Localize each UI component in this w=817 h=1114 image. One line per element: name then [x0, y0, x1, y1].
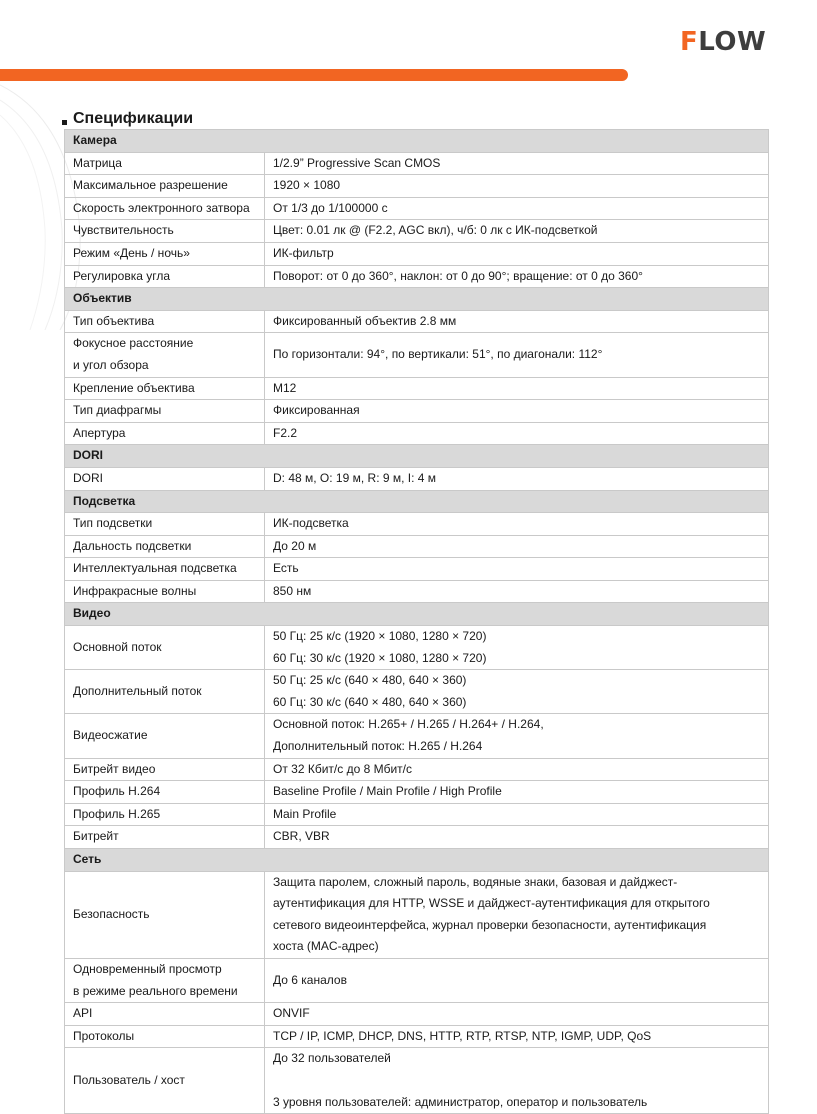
row-label [65, 1003, 265, 1026]
row-label [65, 1025, 265, 1048]
label-line: API [73, 1006, 93, 1021]
row-label [65, 1048, 265, 1114]
section-header [65, 130, 769, 153]
section-header [65, 445, 769, 468]
value-line: ИК-фильтр [273, 245, 334, 260]
label-line: Дальность подсветки [73, 538, 192, 553]
row-label [65, 220, 265, 243]
row-value [265, 558, 769, 581]
table-row [65, 781, 769, 804]
label-line: Видеосжатие [73, 728, 148, 743]
label-line: и угол обзора [73, 357, 149, 372]
value-line: Защита паролем, сложный пароль, водяные знаки, базовая и дайджест- [273, 874, 678, 889]
table-row [65, 670, 769, 714]
table-row [65, 467, 769, 490]
row-label [65, 670, 265, 714]
section-title: Сеть [65, 849, 769, 872]
row-value [265, 580, 769, 603]
value-line: 3 уровня пользователей: администратор, оператор и пользователь [273, 1094, 648, 1109]
row-value [265, 803, 769, 826]
label-line: Протоколы [73, 1028, 135, 1043]
row-value [265, 1003, 769, 1026]
value-line: От 1/3 до 1/100000 с [273, 200, 388, 215]
section-header [65, 490, 769, 513]
label-line: Одновременный просмотр [73, 961, 222, 976]
value-line: ONVIF [273, 1006, 310, 1021]
brand-logo [680, 29, 766, 55]
value-line: хоста (MAC-адрес) [273, 939, 379, 954]
table-row [65, 1048, 769, 1114]
row-label [65, 558, 265, 581]
table-row [65, 826, 769, 849]
row-label [65, 152, 265, 175]
value-line: TCP / IP, ICMP, DHCP, DNS, HTTP, RTP, RTSP, NTP, IGMP, UDP, QoS [273, 1028, 652, 1043]
label-line: Профиль H.264 [73, 784, 161, 799]
label-line: Матрица [73, 155, 122, 170]
value-line: Дополнительный поток: H.265 / H.264 [273, 739, 483, 754]
row-label [65, 803, 265, 826]
row-label [65, 781, 265, 804]
row-value [265, 670, 769, 714]
row-value [265, 220, 769, 243]
row-value [265, 1025, 769, 1048]
value-line: аутентификация для HTTP, WSSE и дайджест-аутентификация для открытого [273, 896, 710, 911]
value-line: CBR, VBR [273, 829, 330, 844]
value-line: Main Profile [273, 806, 337, 821]
row-value [265, 242, 769, 265]
value-line: 60 Гц: 30 к/с (640 × 480, 640 × 360) [273, 694, 467, 709]
row-label [65, 242, 265, 265]
value-line: Baseline Profile / Main Profile / High Profile [273, 784, 502, 799]
table-row [65, 1025, 769, 1048]
value-line: M12 [273, 380, 297, 395]
table-row [65, 513, 769, 536]
label-line: Режим «День / ночь» [73, 245, 190, 260]
row-label [65, 265, 265, 288]
row-value [265, 781, 769, 804]
section-title: Камера [65, 130, 769, 153]
label-line: Регулировка угла [73, 268, 171, 283]
table-row [65, 400, 769, 423]
section-header [65, 288, 769, 311]
label-line: Чувствительность [73, 223, 174, 238]
table-row [65, 714, 769, 758]
label-line: Инфракрасные волны [73, 583, 197, 598]
table-row [65, 265, 769, 288]
section-title: Видео [65, 603, 769, 626]
label-line: Тип подсветки [73, 516, 153, 531]
value-line: 850 нм [273, 583, 312, 598]
row-value [265, 513, 769, 536]
row-value [265, 422, 769, 445]
value-line: По горизонтали: 94°, по вертикали: 51°, по диагонали: 112° [273, 347, 603, 362]
row-value [265, 310, 769, 333]
section-title: DORI [65, 445, 769, 468]
value-line: Поворот: от 0 до 360°, наклон: от 0 до 90°; вращение: от 0 до 360° [273, 268, 643, 283]
table-row [65, 197, 769, 220]
row-label [65, 580, 265, 603]
row-label [65, 513, 265, 536]
value-line: D: 48 м, O: 19 м, R: 9 м, I: 4 м [273, 470, 437, 485]
logo-rest: LOW [698, 27, 767, 57]
row-value [265, 758, 769, 781]
value-line: сетевого видеоинтерфейса, журнал проверки безопасности, аутентификация [273, 917, 707, 932]
value-line: От 32 Кбит/с до 8 Мбит/с [273, 761, 412, 776]
table-row [65, 333, 769, 377]
row-label [65, 422, 265, 445]
table-row [65, 958, 769, 1002]
label-line: DORI [73, 470, 103, 485]
table-row [65, 422, 769, 445]
value-line: До 20 м [273, 538, 317, 553]
row-value [265, 400, 769, 423]
row-value [265, 377, 769, 400]
value-line: Цвет: 0.01 лк @ (F2.2, AGC вкл), ч/б: 0 лк с ИК-подсветкой [273, 223, 598, 238]
table-row [65, 626, 769, 670]
label-line: Безопасность [73, 906, 150, 921]
section-title: Объектив [65, 288, 769, 311]
title-row [62, 108, 193, 130]
table-row [65, 175, 769, 198]
value-line: F2.2 [273, 425, 298, 440]
row-label [65, 333, 265, 377]
row-value [265, 626, 769, 670]
row-label [65, 958, 265, 1002]
value-line: Основной поток: H.265+ / H.265 / H.264+ / H.264, [273, 717, 544, 732]
logo-accent-letter: F [680, 27, 699, 57]
label-line: Тип объектива [73, 313, 155, 328]
table-row [65, 152, 769, 175]
value-line: 50 Гц: 25 к/с (1920 × 1080, 1280 × 720) [273, 629, 487, 644]
row-value [265, 175, 769, 198]
label-line: в режиме реального времени [73, 983, 238, 998]
row-label [65, 535, 265, 558]
table-row [65, 310, 769, 333]
section-title: Подсветка [65, 490, 769, 513]
label-line: Основной поток [73, 639, 162, 654]
value-line: Фиксированная [273, 403, 360, 418]
table-row [65, 558, 769, 581]
row-label [65, 400, 265, 423]
label-line: Битрейт видео [73, 761, 156, 776]
value-line: 60 Гц: 30 к/с (1920 × 1080, 1280 × 720) [273, 650, 487, 665]
row-value [265, 1048, 769, 1114]
label-line: Скорость электронного затвора [73, 200, 250, 215]
row-value [265, 714, 769, 758]
table-row [65, 871, 769, 958]
value-line: 50 Гц: 25 к/с (640 × 480, 640 × 360) [273, 673, 467, 688]
row-value [265, 197, 769, 220]
table-row [65, 377, 769, 400]
value-line: 1/2.9” Progressive Scan CMOS [273, 155, 441, 170]
row-label [65, 714, 265, 758]
value-line: ИК-подсветка [273, 516, 349, 531]
row-label [65, 467, 265, 490]
header-accent-bar [0, 69, 628, 81]
row-label [65, 197, 265, 220]
table-row [65, 242, 769, 265]
label-line: Апертура [73, 425, 126, 440]
label-line: Интеллектуальная подсветка [73, 561, 237, 576]
value-line: 1920 × 1080 [273, 178, 341, 193]
row-value [265, 265, 769, 288]
row-label [65, 626, 265, 670]
row-value [265, 958, 769, 1002]
row-label [65, 377, 265, 400]
table-row [65, 535, 769, 558]
row-label [65, 758, 265, 781]
row-label [65, 175, 265, 198]
section-header [65, 849, 769, 872]
row-value [265, 871, 769, 958]
label-line: Тип диафрагмы [73, 403, 162, 418]
label-line: Битрейт [73, 829, 119, 844]
spec-table [64, 129, 769, 1114]
page-title: Спецификации [73, 110, 194, 127]
label-line: Фокусное расстояние [73, 336, 194, 351]
table-row [65, 758, 769, 781]
section-header [65, 603, 769, 626]
table-row [65, 220, 769, 243]
bullet-icon [62, 120, 67, 125]
value-line: До 6 каналов [273, 972, 347, 987]
row-value [265, 535, 769, 558]
row-label [65, 871, 265, 958]
row-value [265, 826, 769, 849]
row-label [65, 310, 265, 333]
row-value [265, 467, 769, 490]
label-line: Максимальное разрешение [73, 178, 228, 193]
table-row [65, 580, 769, 603]
label-line: Дополнительный поток [73, 684, 202, 699]
label-line: Крепление объектива [73, 380, 195, 395]
value-line: Фиксированный объектив 2.8 мм [273, 313, 457, 328]
row-value [265, 333, 769, 377]
row-value [265, 152, 769, 175]
label-line: Профиль H.265 [73, 806, 161, 821]
value-line: Есть [273, 561, 299, 576]
row-label [65, 826, 265, 849]
value-line: До 32 пользователей [273, 1051, 391, 1066]
table-row [65, 1003, 769, 1026]
label-line: Пользователь / хост [73, 1072, 185, 1087]
value-line [273, 1070, 760, 1092]
table-row [65, 803, 769, 826]
